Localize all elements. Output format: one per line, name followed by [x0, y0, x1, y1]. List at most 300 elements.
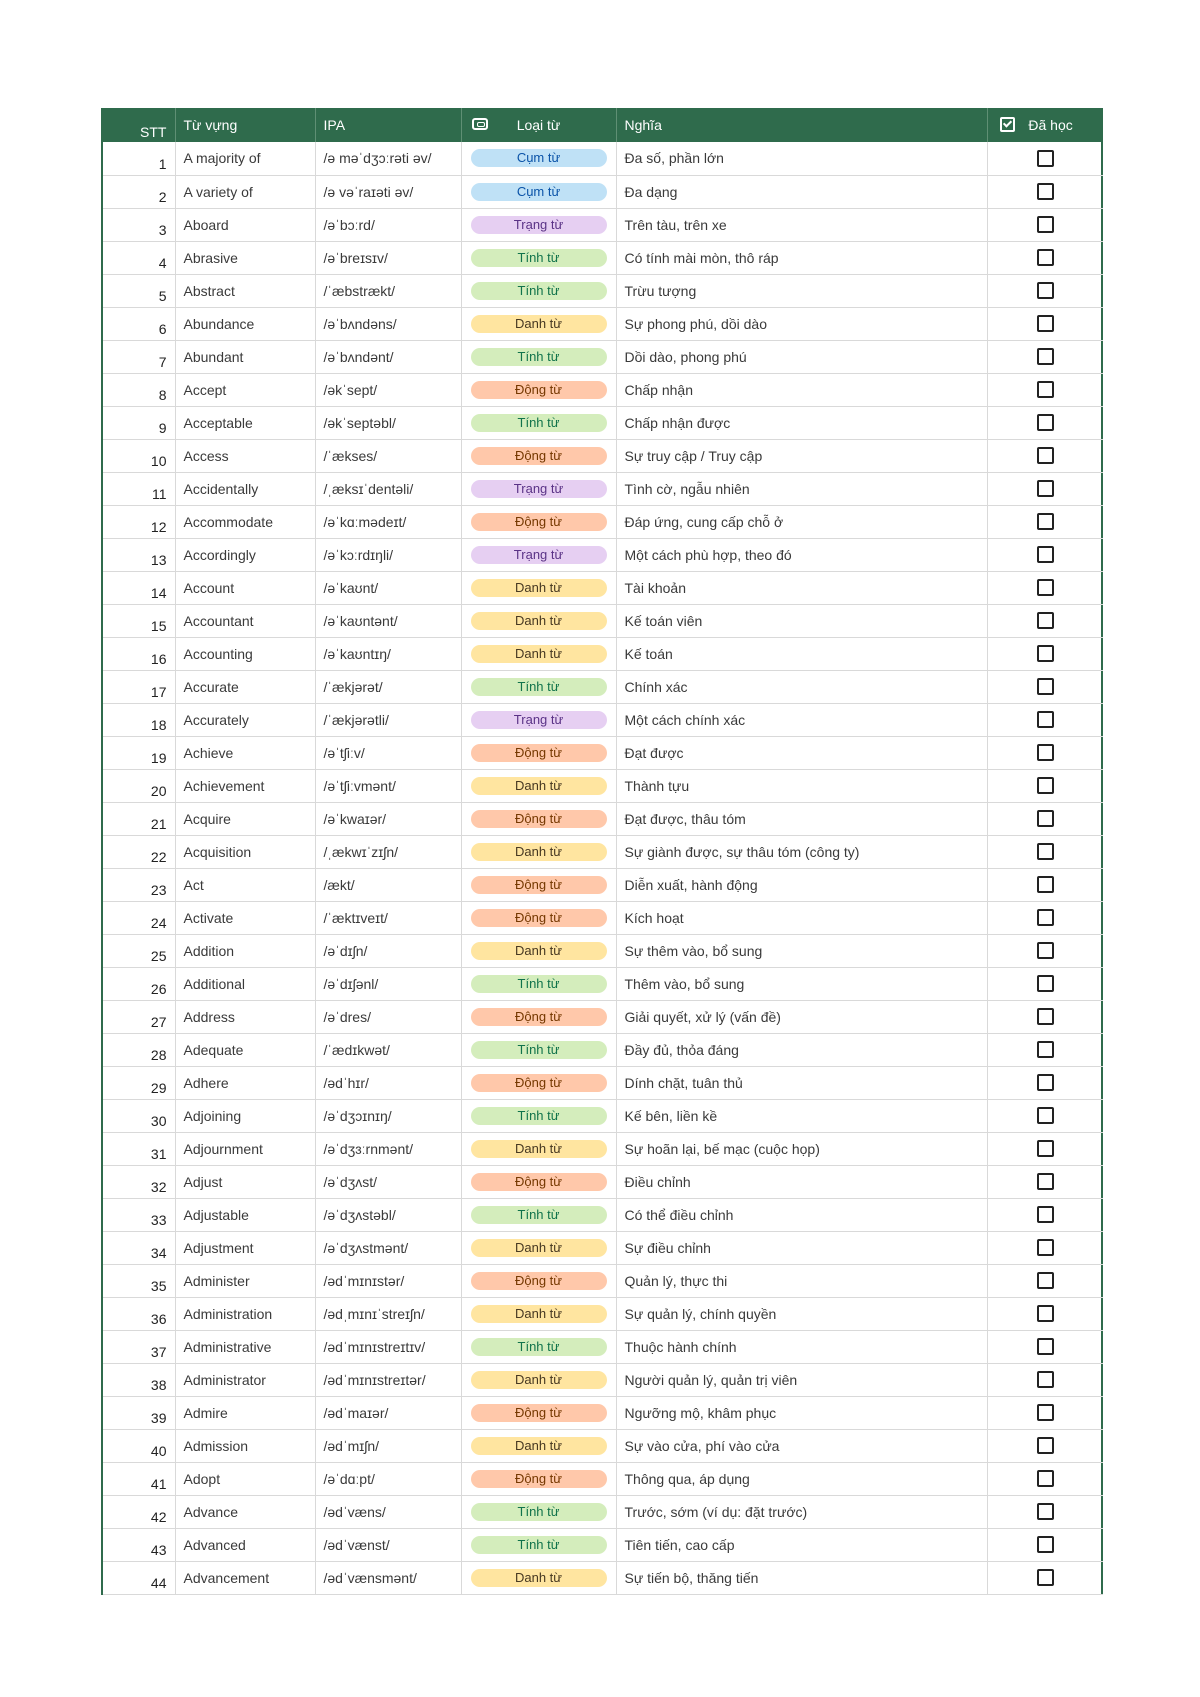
row-meaning[interactable]: Kế toán viên	[616, 604, 987, 637]
row-learned-cell[interactable]	[987, 637, 1103, 670]
row-learned-cell[interactable]	[987, 1264, 1103, 1297]
row-type-cell[interactable]	[461, 670, 616, 703]
row-ipa[interactable]: /ədˈmɪnɪstreɪtɪv/	[315, 1330, 461, 1363]
learned-checkbox[interactable]	[1037, 1272, 1054, 1289]
learned-checkbox[interactable]	[1037, 150, 1054, 167]
learned-checkbox[interactable]	[1037, 546, 1054, 563]
row-type-cell[interactable]	[461, 637, 616, 670]
row-meaning[interactable]: Sự vào cửa, phí vào cửa	[616, 1429, 987, 1462]
row-type-cell[interactable]	[461, 802, 616, 835]
row-type-cell[interactable]	[461, 769, 616, 802]
row-word[interactable]: Advanced	[175, 1528, 315, 1561]
row-meaning[interactable]: Kế bên, liền kề	[616, 1099, 987, 1132]
row-type-cell[interactable]	[461, 1561, 616, 1594]
row-type-cell[interactable]	[461, 274, 616, 307]
header-word[interactable]: Từ vựng	[175, 108, 315, 142]
word-type-chip[interactable]: Động từ	[471, 744, 607, 762]
row-stt[interactable]: 15	[103, 604, 175, 637]
row-meaning[interactable]: Quản lý, thực thi	[616, 1264, 987, 1297]
row-ipa[interactable]: /əˈkaʊnt/	[315, 571, 461, 604]
row-word[interactable]: Adopt	[175, 1462, 315, 1495]
word-type-chip[interactable]: Động từ	[471, 876, 607, 894]
learned-checkbox[interactable]	[1037, 1206, 1054, 1223]
row-stt[interactable]: 6	[103, 307, 175, 340]
row-meaning[interactable]: Kích hoạt	[616, 901, 987, 934]
row-stt[interactable]: 4	[103, 241, 175, 274]
word-type-chip[interactable]: Động từ	[471, 810, 607, 828]
row-type-cell[interactable]	[461, 175, 616, 208]
row-stt[interactable]: 30	[103, 1099, 175, 1132]
row-type-cell[interactable]	[461, 505, 616, 538]
row-word[interactable]: Accounting	[175, 637, 315, 670]
row-learned-cell[interactable]	[987, 802, 1103, 835]
word-type-chip[interactable]: Danh từ	[471, 777, 607, 795]
row-ipa[interactable]: /əˈdʒʌstmənt/	[315, 1231, 461, 1264]
row-type-cell[interactable]	[461, 1198, 616, 1231]
learned-checkbox[interactable]	[1037, 447, 1054, 464]
word-type-chip[interactable]: Trạng từ	[471, 711, 607, 729]
learned-checkbox[interactable]	[1037, 315, 1054, 332]
row-stt[interactable]: 20	[103, 769, 175, 802]
row-stt[interactable]: 26	[103, 967, 175, 1000]
row-meaning[interactable]: Chấp nhận được	[616, 406, 987, 439]
word-type-chip[interactable]: Tính từ	[471, 1536, 607, 1554]
row-learned-cell[interactable]	[987, 1231, 1103, 1264]
word-type-chip[interactable]: Tính từ	[471, 1041, 607, 1059]
row-stt[interactable]: 31	[103, 1132, 175, 1165]
row-meaning[interactable]: Thêm vào, bổ sung	[616, 967, 987, 1000]
row-stt[interactable]: 44	[103, 1561, 175, 1594]
row-ipa[interactable]: /əˈkɔːrdɪŋli/	[315, 538, 461, 571]
row-type-cell[interactable]	[461, 307, 616, 340]
row-type-cell[interactable]	[461, 538, 616, 571]
row-ipa[interactable]: /əkˈseptəbl/	[315, 406, 461, 439]
row-type-cell[interactable]	[461, 439, 616, 472]
row-learned-cell[interactable]	[987, 1363, 1103, 1396]
row-word[interactable]: Address	[175, 1000, 315, 1033]
row-stt[interactable]: 37	[103, 1330, 175, 1363]
row-stt[interactable]: 39	[103, 1396, 175, 1429]
learned-checkbox[interactable]	[1037, 1008, 1054, 1025]
row-stt[interactable]: 14	[103, 571, 175, 604]
row-word[interactable]: Abundant	[175, 340, 315, 373]
word-type-chip[interactable]: Danh từ	[471, 579, 607, 597]
word-type-chip[interactable]: Danh từ	[471, 1437, 607, 1455]
row-type-cell[interactable]	[461, 142, 616, 175]
row-meaning[interactable]: Ngưỡng mộ, khâm phục	[616, 1396, 987, 1429]
row-learned-cell[interactable]	[987, 1396, 1103, 1429]
row-word[interactable]: Adjustable	[175, 1198, 315, 1231]
row-meaning[interactable]: Có thể điều chỉnh	[616, 1198, 987, 1231]
row-ipa[interactable]: /əˈdres/	[315, 1000, 461, 1033]
row-type-cell[interactable]	[461, 1000, 616, 1033]
learned-checkbox[interactable]	[1037, 1338, 1054, 1355]
word-type-chip[interactable]: Danh từ	[471, 1239, 607, 1257]
word-type-chip[interactable]: Động từ	[471, 1404, 607, 1422]
row-word[interactable]: Accurately	[175, 703, 315, 736]
row-ipa[interactable]: /ˈækses/	[315, 439, 461, 472]
row-meaning[interactable]: Có tính mài mòn, thô ráp	[616, 241, 987, 274]
row-type-cell[interactable]	[461, 472, 616, 505]
row-type-cell[interactable]	[461, 1396, 616, 1429]
row-word[interactable]: Access	[175, 439, 315, 472]
row-type-cell[interactable]	[461, 1528, 616, 1561]
row-word[interactable]: Abstract	[175, 274, 315, 307]
learned-checkbox[interactable]	[1037, 744, 1054, 761]
row-stt[interactable]: 13	[103, 538, 175, 571]
row-type-cell[interactable]	[461, 1429, 616, 1462]
word-type-chip[interactable]: Danh từ	[471, 1569, 607, 1587]
row-type-cell[interactable]	[461, 406, 616, 439]
row-meaning[interactable]: Thuộc hành chính	[616, 1330, 987, 1363]
row-meaning[interactable]: Người quản lý, quản trị viên	[616, 1363, 987, 1396]
row-stt[interactable]: 33	[103, 1198, 175, 1231]
row-stt[interactable]: 19	[103, 736, 175, 769]
row-type-cell[interactable]	[461, 868, 616, 901]
row-stt[interactable]: 43	[103, 1528, 175, 1561]
row-word[interactable]: Acquire	[175, 802, 315, 835]
row-word[interactable]: Adjournment	[175, 1132, 315, 1165]
row-stt[interactable]: 2	[103, 175, 175, 208]
row-ipa[interactable]: /əˈbʌndəns/	[315, 307, 461, 340]
word-type-chip[interactable]: Động từ	[471, 1008, 607, 1026]
row-learned-cell[interactable]	[987, 1561, 1103, 1594]
row-stt[interactable]: 41	[103, 1462, 175, 1495]
learned-checkbox[interactable]	[1037, 843, 1054, 860]
word-type-chip[interactable]: Động từ	[471, 1074, 607, 1092]
word-type-chip[interactable]: Danh từ	[471, 1371, 607, 1389]
learned-checkbox[interactable]	[1037, 282, 1054, 299]
learned-checkbox[interactable]	[1037, 1437, 1054, 1454]
row-stt[interactable]: 3	[103, 208, 175, 241]
row-ipa[interactable]: /ə vəˈraɪəti əv/	[315, 175, 461, 208]
row-learned-cell[interactable]	[987, 1297, 1103, 1330]
row-meaning[interactable]: Sự quản lý, chính quyền	[616, 1297, 987, 1330]
row-word[interactable]: Administrator	[175, 1363, 315, 1396]
row-type-cell[interactable]	[461, 1165, 616, 1198]
row-word[interactable]: Acquisition	[175, 835, 315, 868]
row-word[interactable]: Accommodate	[175, 505, 315, 538]
row-learned-cell[interactable]	[987, 175, 1103, 208]
header-type[interactable]	[461, 108, 616, 142]
row-meaning[interactable]: Trên tàu, trên xe	[616, 208, 987, 241]
row-stt[interactable]: 25	[103, 934, 175, 967]
word-type-chip[interactable]: Tính từ	[471, 1503, 607, 1521]
row-type-cell[interactable]	[461, 1462, 616, 1495]
learned-checkbox[interactable]	[1037, 579, 1054, 596]
row-stt[interactable]: 35	[103, 1264, 175, 1297]
row-word[interactable]: A majority of	[175, 142, 315, 175]
learned-checkbox[interactable]	[1037, 1140, 1054, 1157]
row-word[interactable]: Advance	[175, 1495, 315, 1528]
row-ipa[interactable]: /ədˈmɪnɪstreɪtər/	[315, 1363, 461, 1396]
word-type-chip[interactable]: Danh từ	[471, 612, 607, 630]
row-word[interactable]: Admire	[175, 1396, 315, 1429]
row-type-cell[interactable]	[461, 1066, 616, 1099]
word-type-chip[interactable]: Danh từ	[471, 1140, 607, 1158]
row-learned-cell[interactable]	[987, 472, 1103, 505]
learned-checkbox[interactable]	[1037, 975, 1054, 992]
row-ipa[interactable]: /əˈdɪʃənl/	[315, 967, 461, 1000]
row-type-cell[interactable]	[461, 703, 616, 736]
word-type-chip[interactable]: Động từ	[471, 1173, 607, 1191]
row-word[interactable]: Accept	[175, 373, 315, 406]
row-learned-cell[interactable]	[987, 736, 1103, 769]
learned-checkbox[interactable]	[1037, 1041, 1054, 1058]
row-ipa[interactable]: /əˈdʒɜːrnmənt/	[315, 1132, 461, 1165]
row-stt[interactable]: 1	[103, 142, 175, 175]
row-type-cell[interactable]	[461, 571, 616, 604]
row-learned-cell[interactable]	[987, 538, 1103, 571]
row-learned-cell[interactable]	[987, 274, 1103, 307]
row-learned-cell[interactable]	[987, 1198, 1103, 1231]
row-ipa[interactable]: /ækt/	[315, 868, 461, 901]
row-learned-cell[interactable]	[987, 1429, 1103, 1462]
row-word[interactable]: A variety of	[175, 175, 315, 208]
row-word[interactable]: Achieve	[175, 736, 315, 769]
row-type-cell[interactable]	[461, 736, 616, 769]
word-type-chip[interactable]: Cụm từ	[471, 149, 607, 167]
row-word[interactable]: Adjustment	[175, 1231, 315, 1264]
row-word[interactable]: Aboard	[175, 208, 315, 241]
learned-checkbox[interactable]	[1037, 942, 1054, 959]
word-type-chip[interactable]: Động từ	[471, 1272, 607, 1290]
row-ipa[interactable]: /əˈdɪʃn/	[315, 934, 461, 967]
row-type-cell[interactable]	[461, 373, 616, 406]
row-type-cell[interactable]	[461, 1231, 616, 1264]
row-learned-cell[interactable]	[987, 373, 1103, 406]
row-meaning[interactable]: Sự truy cập / Truy cập	[616, 439, 987, 472]
row-learned-cell[interactable]	[987, 142, 1103, 175]
row-learned-cell[interactable]	[987, 835, 1103, 868]
word-type-chip[interactable]: Tính từ	[471, 249, 607, 267]
row-type-cell[interactable]	[461, 208, 616, 241]
row-type-cell[interactable]	[461, 1033, 616, 1066]
row-word[interactable]: Accidentally	[175, 472, 315, 505]
row-ipa[interactable]: /ˈædɪkwət/	[315, 1033, 461, 1066]
row-meaning[interactable]: Tài khoản	[616, 571, 987, 604]
word-type-chip[interactable]: Trạng từ	[471, 216, 607, 234]
row-stt[interactable]: 42	[103, 1495, 175, 1528]
row-meaning[interactable]: Điều chỉnh	[616, 1165, 987, 1198]
row-meaning[interactable]: Dính chặt, tuân thủ	[616, 1066, 987, 1099]
learned-checkbox[interactable]	[1037, 480, 1054, 497]
learned-checkbox[interactable]	[1037, 414, 1054, 431]
row-meaning[interactable]: Sự điều chỉnh	[616, 1231, 987, 1264]
row-ipa[interactable]: /ˌæksɪˈdentəli/	[315, 472, 461, 505]
learned-checkbox[interactable]	[1037, 777, 1054, 794]
learned-checkbox[interactable]	[1037, 249, 1054, 266]
word-type-chip[interactable]: Cụm từ	[471, 183, 607, 201]
row-ipa[interactable]: /əˈtʃiːv/	[315, 736, 461, 769]
learned-checkbox[interactable]	[1037, 513, 1054, 530]
row-ipa[interactable]: /əˈdʒʌstəbl/	[315, 1198, 461, 1231]
row-ipa[interactable]: /əˈdɑːpt/	[315, 1462, 461, 1495]
learned-checkbox[interactable]	[1037, 1404, 1054, 1421]
row-learned-cell[interactable]	[987, 1528, 1103, 1561]
row-type-cell[interactable]	[461, 901, 616, 934]
row-meaning[interactable]: Đầy đủ, thỏa đáng	[616, 1033, 987, 1066]
row-stt[interactable]: 17	[103, 670, 175, 703]
row-type-cell[interactable]	[461, 340, 616, 373]
row-word[interactable]: Administer	[175, 1264, 315, 1297]
row-stt[interactable]: 5	[103, 274, 175, 307]
row-type-cell[interactable]	[461, 934, 616, 967]
row-word[interactable]: Addition	[175, 934, 315, 967]
row-word[interactable]: Adhere	[175, 1066, 315, 1099]
row-meaning[interactable]: Một cách phù hợp, theo đó	[616, 538, 987, 571]
row-word[interactable]: Achievement	[175, 769, 315, 802]
learned-checkbox[interactable]	[1037, 876, 1054, 893]
row-learned-cell[interactable]	[987, 208, 1103, 241]
learned-checkbox[interactable]	[1037, 612, 1054, 629]
row-ipa[interactable]: /ədˈvænst/	[315, 1528, 461, 1561]
row-stt[interactable]: 8	[103, 373, 175, 406]
row-ipa[interactable]: /ədˈmɪnɪstər/	[315, 1264, 461, 1297]
row-meaning[interactable]: Thành tựu	[616, 769, 987, 802]
row-learned-cell[interactable]	[987, 505, 1103, 538]
row-type-cell[interactable]	[461, 604, 616, 637]
header-stt[interactable]: STT	[103, 108, 175, 142]
row-meaning[interactable]: Chính xác	[616, 670, 987, 703]
word-type-chip[interactable]: Danh từ	[471, 315, 607, 333]
row-meaning[interactable]: Kế toán	[616, 637, 987, 670]
row-ipa[interactable]: /ədˈmɪʃn/	[315, 1429, 461, 1462]
row-ipa[interactable]: /əˈkwaɪər/	[315, 802, 461, 835]
row-learned-cell[interactable]	[987, 670, 1103, 703]
header-ipa[interactable]: IPA	[315, 108, 461, 142]
row-ipa[interactable]: /ə məˈdʒɔːrəti əv/	[315, 142, 461, 175]
learned-checkbox[interactable]	[1037, 909, 1054, 926]
row-meaning[interactable]: Đạt được	[616, 736, 987, 769]
learned-checkbox[interactable]	[1037, 1470, 1054, 1487]
row-learned-cell[interactable]	[987, 868, 1103, 901]
learned-checkbox[interactable]	[1037, 1239, 1054, 1256]
learned-checkbox[interactable]	[1037, 216, 1054, 233]
row-meaning[interactable]: Sự hoãn lại, bế mạc (cuộc họp)	[616, 1132, 987, 1165]
row-word[interactable]: Accordingly	[175, 538, 315, 571]
row-stt[interactable]: 27	[103, 1000, 175, 1033]
row-word[interactable]: Adjust	[175, 1165, 315, 1198]
learned-checkbox[interactable]	[1037, 381, 1054, 398]
word-type-chip[interactable]: Trạng từ	[471, 546, 607, 564]
learned-checkbox[interactable]	[1037, 1107, 1054, 1124]
row-learned-cell[interactable]	[987, 1462, 1103, 1495]
row-stt[interactable]: 29	[103, 1066, 175, 1099]
row-stt[interactable]: 11	[103, 472, 175, 505]
row-word[interactable]: Advancement	[175, 1561, 315, 1594]
row-word[interactable]: Adjoining	[175, 1099, 315, 1132]
row-stt[interactable]: 36	[103, 1297, 175, 1330]
learned-checkbox[interactable]	[1037, 1371, 1054, 1388]
row-stt[interactable]: 10	[103, 439, 175, 472]
learned-checkbox[interactable]	[1037, 348, 1054, 365]
word-type-chip[interactable]: Động từ	[471, 1470, 607, 1488]
row-learned-cell[interactable]	[987, 901, 1103, 934]
row-word[interactable]: Activate	[175, 901, 315, 934]
row-learned-cell[interactable]	[987, 1066, 1103, 1099]
row-word[interactable]: Admission	[175, 1429, 315, 1462]
row-word[interactable]: Abundance	[175, 307, 315, 340]
row-learned-cell[interactable]	[987, 241, 1103, 274]
row-ipa[interactable]: /ədˌmɪnɪˈstreɪʃn/	[315, 1297, 461, 1330]
row-stt[interactable]: 38	[103, 1363, 175, 1396]
learned-checkbox[interactable]	[1037, 1503, 1054, 1520]
row-ipa[interactable]: /əˈkɑːmədeɪt/	[315, 505, 461, 538]
row-word[interactable]: Acceptable	[175, 406, 315, 439]
row-meaning[interactable]: Giải quyết, xử lý (vấn đề)	[616, 1000, 987, 1033]
row-learned-cell[interactable]	[987, 1165, 1103, 1198]
row-learned-cell[interactable]	[987, 1000, 1103, 1033]
row-learned-cell[interactable]	[987, 571, 1103, 604]
row-learned-cell[interactable]	[987, 604, 1103, 637]
row-ipa[interactable]: /ˈæktɪveɪt/	[315, 901, 461, 934]
learned-checkbox[interactable]	[1037, 1173, 1054, 1190]
row-stt[interactable]: 32	[103, 1165, 175, 1198]
learned-checkbox[interactable]	[1037, 810, 1054, 827]
learned-checkbox[interactable]	[1037, 645, 1054, 662]
word-type-chip[interactable]: Danh từ	[471, 645, 607, 663]
row-type-cell[interactable]	[461, 1099, 616, 1132]
word-type-chip[interactable]: Trạng từ	[471, 480, 607, 498]
word-type-chip[interactable]: Tính từ	[471, 1107, 607, 1125]
row-learned-cell[interactable]	[987, 967, 1103, 1000]
row-type-cell[interactable]	[461, 1495, 616, 1528]
row-type-cell[interactable]	[461, 1264, 616, 1297]
word-type-chip[interactable]: Tính từ	[471, 348, 607, 366]
row-learned-cell[interactable]	[987, 1033, 1103, 1066]
header-meaning[interactable]: Nghĩa	[616, 108, 987, 142]
row-word[interactable]: Administration	[175, 1297, 315, 1330]
row-meaning[interactable]: Sự thêm vào, bổ sung	[616, 934, 987, 967]
row-ipa[interactable]: /əˈdʒʌst/	[315, 1165, 461, 1198]
row-word[interactable]: Accurate	[175, 670, 315, 703]
word-type-chip[interactable]: Danh từ	[471, 1305, 607, 1323]
word-type-chip[interactable]: Tính từ	[471, 282, 607, 300]
word-type-chip[interactable]: Tính từ	[471, 414, 607, 432]
row-meaning[interactable]: Tình cờ, ngẫu nhiên	[616, 472, 987, 505]
row-ipa[interactable]: /əˈkaʊntɪŋ/	[315, 637, 461, 670]
row-ipa[interactable]: /əkˈsept/	[315, 373, 461, 406]
row-word[interactable]: Adequate	[175, 1033, 315, 1066]
row-type-cell[interactable]	[461, 1132, 616, 1165]
row-type-cell[interactable]	[461, 1297, 616, 1330]
row-type-cell[interactable]	[461, 1363, 616, 1396]
row-stt[interactable]: 21	[103, 802, 175, 835]
row-meaning[interactable]: Thông qua, áp dụng	[616, 1462, 987, 1495]
row-stt[interactable]: 16	[103, 637, 175, 670]
row-ipa[interactable]: /əˈbreɪsɪv/	[315, 241, 461, 274]
learned-checkbox[interactable]	[1037, 1074, 1054, 1091]
learned-checkbox[interactable]	[1037, 711, 1054, 728]
row-ipa[interactable]: /ˌækwɪˈzɪʃn/	[315, 835, 461, 868]
row-stt[interactable]: 22	[103, 835, 175, 868]
row-learned-cell[interactable]	[987, 406, 1103, 439]
row-stt[interactable]: 23	[103, 868, 175, 901]
row-ipa[interactable]: /ədˈvænsmənt/	[315, 1561, 461, 1594]
row-word[interactable]: Administrative	[175, 1330, 315, 1363]
row-stt[interactable]: 12	[103, 505, 175, 538]
row-stt[interactable]: 28	[103, 1033, 175, 1066]
row-ipa[interactable]: /ədˈhɪr/	[315, 1066, 461, 1099]
row-ipa[interactable]: /əˈkaʊntənt/	[315, 604, 461, 637]
row-stt[interactable]: 24	[103, 901, 175, 934]
row-learned-cell[interactable]	[987, 1330, 1103, 1363]
row-meaning[interactable]: Một cách chính xác	[616, 703, 987, 736]
row-ipa[interactable]: /əˈbɔːrd/	[315, 208, 461, 241]
row-word[interactable]: Account	[175, 571, 315, 604]
word-type-chip[interactable]: Động từ	[471, 447, 607, 465]
